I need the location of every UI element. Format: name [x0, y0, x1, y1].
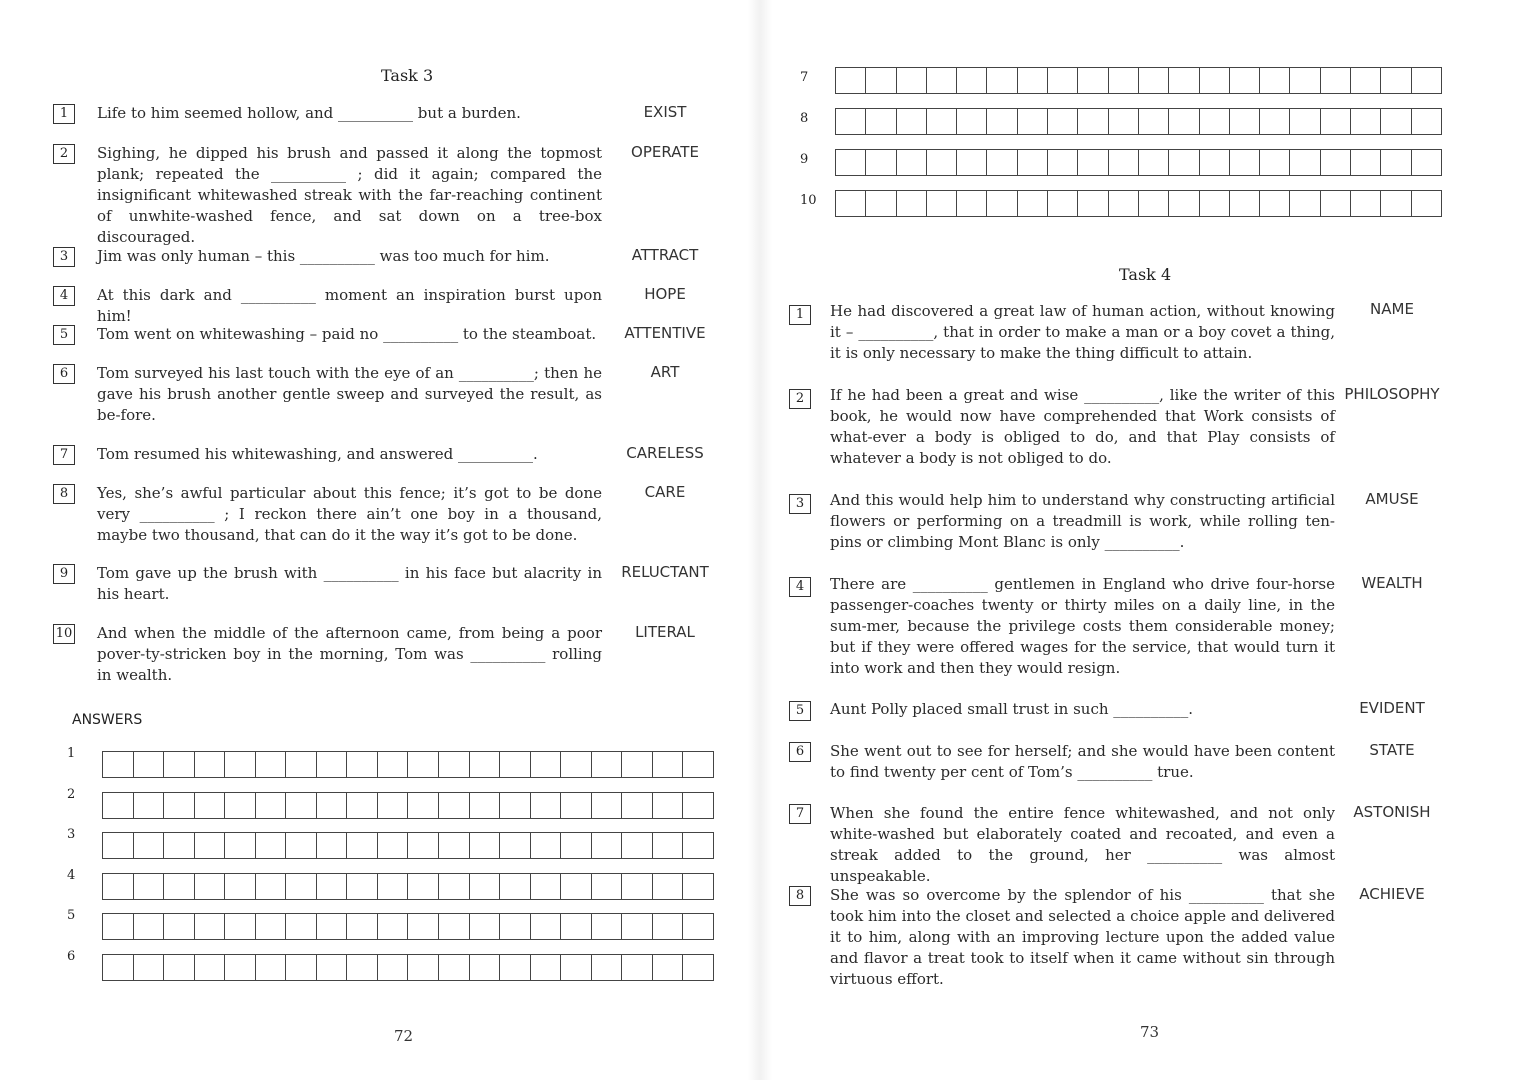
answer-cell[interactable]: [256, 833, 287, 858]
answer-cell[interactable]: [866, 150, 896, 175]
answer-cell[interactable]: [653, 955, 684, 980]
answer-cell[interactable]: [195, 793, 226, 818]
answer-cell[interactable]: [897, 191, 927, 216]
answer-grid: [835, 108, 1442, 135]
item-keyword: CARE: [644, 483, 686, 501]
answer-cell[interactable]: [317, 833, 348, 858]
item-keyword: EVIDENT: [1359, 699, 1425, 717]
answer-cell[interactable]: [378, 833, 409, 858]
answer-cell[interactable]: [347, 955, 378, 980]
answer-cell[interactable]: [1048, 191, 1078, 216]
answer-cell[interactable]: [103, 914, 134, 939]
answer-cell[interactable]: [531, 752, 562, 777]
answer-cell[interactable]: [1018, 109, 1048, 134]
answer-cell[interactable]: [286, 955, 317, 980]
answer-cell[interactable]: [1381, 68, 1411, 93]
answer-cell[interactable]: [134, 914, 165, 939]
answer-cell[interactable]: [500, 955, 531, 980]
answer-cell[interactable]: [622, 833, 653, 858]
answer-cell[interactable]: [1139, 150, 1169, 175]
answer-cell[interactable]: [408, 793, 439, 818]
answer-cell[interactable]: [256, 955, 287, 980]
item-number-box: 2: [789, 389, 811, 409]
answer-row-number: 7: [800, 70, 809, 85]
answer-cell[interactable]: [897, 109, 927, 134]
task-4-title: Task 4: [1119, 265, 1172, 284]
answer-cell[interactable]: [1351, 150, 1381, 175]
answer-cell[interactable]: [561, 955, 592, 980]
item-sentence: Sighing, he dipped his brush and passed it along the topmost plank; repeated the __________ ; did it again; compared the insignificant whitewashed streak with the far-reaching continent of unwhite-washed fence, and sat down on a tree-box discouraged.: [97, 144, 602, 246]
answer-cell[interactable]: [1200, 191, 1230, 216]
item-number-box: 3: [789, 494, 811, 514]
answer-row-number: 9: [800, 152, 809, 167]
answer-cell[interactable]: [1412, 68, 1441, 93]
answer-cell[interactable]: [470, 752, 501, 777]
answer-cell[interactable]: [103, 752, 134, 777]
answer-cell[interactable]: [1260, 68, 1290, 93]
answer-cell[interactable]: [1078, 109, 1108, 134]
answer-cell[interactable]: [439, 752, 470, 777]
answer-cell[interactable]: [1018, 191, 1048, 216]
item-number-box: 4: [789, 577, 811, 597]
answer-cell[interactable]: [927, 150, 957, 175]
answer-cell[interactable]: [987, 68, 1017, 93]
answer-cell[interactable]: [134, 793, 165, 818]
answer-cell[interactable]: [225, 752, 256, 777]
answer-cell[interactable]: [378, 874, 409, 899]
page-number: 72: [394, 1027, 414, 1045]
answer-cell[interactable]: [622, 955, 653, 980]
answer-cell[interactable]: [1260, 150, 1290, 175]
answer-cell[interactable]: [439, 955, 470, 980]
answer-row-number: 4: [67, 867, 76, 883]
answer-cell[interactable]: [195, 752, 226, 777]
answer-cell[interactable]: [347, 833, 378, 858]
item-keyword: ASTONISH: [1353, 803, 1431, 821]
answer-cell[interactable]: [134, 874, 165, 899]
answer-cell[interactable]: [500, 752, 531, 777]
answer-cell[interactable]: [1230, 191, 1260, 216]
answer-cell[interactable]: [317, 752, 348, 777]
answer-cell[interactable]: [1200, 68, 1230, 93]
answer-cell[interactable]: [1351, 109, 1381, 134]
item-sentence: Tom resumed his whitewashing, and answered __________.: [97, 445, 538, 463]
left-page: [0, 0, 760, 1080]
item-number-box: 5: [789, 701, 811, 721]
answer-cell[interactable]: [957, 191, 987, 216]
item-number-box: 4: [53, 286, 75, 306]
answer-cell[interactable]: [134, 955, 165, 980]
answer-cell[interactable]: [103, 793, 134, 818]
answer-cell[interactable]: [683, 793, 713, 818]
item-number-box: 6: [53, 364, 75, 384]
answer-cell[interactable]: [470, 914, 501, 939]
answers-label: ANSWERS: [72, 712, 143, 728]
answer-cell[interactable]: [1018, 150, 1048, 175]
answer-cell[interactable]: [286, 752, 317, 777]
answer-cell[interactable]: [1139, 109, 1169, 134]
answer-cell[interactable]: [439, 793, 470, 818]
answer-cell[interactable]: [225, 914, 256, 939]
answer-cell[interactable]: [1351, 68, 1381, 93]
answer-cell[interactable]: [1381, 109, 1411, 134]
answer-cell[interactable]: [622, 752, 653, 777]
answer-cell[interactable]: [286, 793, 317, 818]
answer-cell[interactable]: [378, 914, 409, 939]
answer-cell[interactable]: [653, 793, 684, 818]
answer-cell[interactable]: [1412, 150, 1441, 175]
answer-cell[interactable]: [225, 833, 256, 858]
answer-cell[interactable]: [256, 752, 287, 777]
answer-cell[interactable]: [470, 793, 501, 818]
answer-cell[interactable]: [317, 955, 348, 980]
item-keyword: ACHIEVE: [1359, 885, 1425, 903]
answer-cell[interactable]: [347, 914, 378, 939]
answer-cell[interactable]: [1230, 150, 1260, 175]
answer-cell[interactable]: [286, 914, 317, 939]
answer-cell[interactable]: [164, 874, 195, 899]
answer-cell[interactable]: [561, 874, 592, 899]
item-keyword: STATE: [1369, 741, 1415, 759]
answer-grid: [835, 190, 1442, 217]
answer-cell[interactable]: [195, 833, 226, 858]
answer-cell[interactable]: [134, 752, 165, 777]
answer-cell[interactable]: [653, 752, 684, 777]
answer-cell[interactable]: [1109, 150, 1139, 175]
answer-cell[interactable]: [592, 914, 623, 939]
answer-cell[interactable]: [164, 752, 195, 777]
answer-cell[interactable]: [439, 874, 470, 899]
answer-cell[interactable]: [622, 914, 653, 939]
answer-cell[interactable]: [1200, 150, 1230, 175]
answer-cell[interactable]: [927, 109, 957, 134]
item-number-box: 1: [53, 104, 75, 124]
item-number-box: 6: [789, 742, 811, 762]
answer-cell[interactable]: [408, 955, 439, 980]
answer-cell[interactable]: [1169, 191, 1199, 216]
answer-cell[interactable]: [195, 914, 226, 939]
answer-row-number: 3: [67, 827, 76, 842]
answer-cell[interactable]: [897, 68, 927, 93]
answer-cell[interactable]: [927, 68, 957, 93]
answer-cell[interactable]: [164, 833, 195, 858]
item-number-box: 7: [53, 445, 75, 465]
answer-cell[interactable]: [103, 955, 134, 980]
answer-cell[interactable]: [957, 68, 987, 93]
answer-cell[interactable]: [1048, 109, 1078, 134]
answer-cell[interactable]: [347, 793, 378, 818]
item-number-box: 8: [789, 886, 811, 906]
answer-cell[interactable]: [317, 914, 348, 939]
answer-cell[interactable]: [592, 955, 623, 980]
answer-cell[interactable]: [164, 955, 195, 980]
item-sentence: Life to him seemed hollow, and __________ but a burden.: [97, 104, 521, 122]
answer-cell[interactable]: [1230, 68, 1260, 93]
item-sentence: And when the middle of the afternoon came, from being a poor pover-ty-stricken boy in the morning, Tom was __________ rolling in wealth.: [97, 624, 602, 684]
answer-cell[interactable]: [103, 833, 134, 858]
answer-cell[interactable]: [531, 955, 562, 980]
answer-cell[interactable]: [592, 793, 623, 818]
answer-cell[interactable]: [317, 793, 348, 818]
answer-cell[interactable]: [531, 833, 562, 858]
answer-cell[interactable]: [195, 874, 226, 899]
answer-cell[interactable]: [987, 191, 1017, 216]
answer-cell[interactable]: [1230, 109, 1260, 134]
answer-cell[interactable]: [653, 914, 684, 939]
answer-cell[interactable]: [256, 793, 287, 818]
item-sentence: Jim was only human – this __________ was too much for him.: [97, 247, 550, 265]
answer-cell[interactable]: [957, 150, 987, 175]
answer-cell[interactable]: [531, 874, 562, 899]
answer-cell[interactable]: [592, 833, 623, 858]
answer-cell[interactable]: [866, 68, 896, 93]
answer-cell[interactable]: [1078, 68, 1108, 93]
item-number-box: 2: [53, 144, 75, 164]
answer-cell[interactable]: [1139, 191, 1169, 216]
answer-row-number: 2: [67, 786, 76, 802]
answer-cell[interactable]: [1321, 68, 1351, 93]
answer-grid: [102, 792, 714, 819]
answer-cell[interactable]: [408, 833, 439, 858]
answer-cell[interactable]: [378, 752, 409, 777]
item-sentence: She was so overcome by the splendor of his __________ that she took him into the closet and selected a choice apple and delivered it to him, along with an improving lecture upon the added value and flavor a treat took to itself when it came without sin through virtuous effort.: [830, 886, 1335, 988]
item-keyword: EXIST: [643, 103, 687, 121]
answer-cell[interactable]: [256, 874, 287, 899]
answer-row-number: 10: [800, 193, 817, 208]
answer-cell[interactable]: [866, 191, 896, 216]
item-sentence: There are __________ gentlemen in England who drive four-horse passenger-coaches twenty or thirty miles on a daily line, in the sum-mer, because the privilege costs them considerable money; but if they were offered wages for the service, that would turn it into work and then they would resign.: [830, 575, 1335, 677]
answer-cell[interactable]: [500, 793, 531, 818]
answer-cell[interactable]: [225, 955, 256, 980]
answer-cell[interactable]: [408, 914, 439, 939]
answer-cell[interactable]: [470, 833, 501, 858]
answer-cell[interactable]: [927, 191, 957, 216]
answer-cell[interactable]: [378, 955, 409, 980]
answer-cell[interactable]: [561, 833, 592, 858]
answer-cell[interactable]: [347, 874, 378, 899]
answer-row-number: 1: [67, 746, 76, 761]
answer-cell[interactable]: [1109, 191, 1139, 216]
answer-cell[interactable]: [561, 914, 592, 939]
answer-cell[interactable]: [836, 109, 866, 134]
answer-cell[interactable]: [683, 833, 713, 858]
answer-cell[interactable]: [1290, 109, 1320, 134]
answer-cell[interactable]: [1048, 68, 1078, 93]
item-sentence: She went out to see for herself; and she would have been content to find twenty per cent of Tom’s __________ true.: [830, 742, 1335, 781]
answer-cell[interactable]: [1200, 109, 1230, 134]
item-number-box: 10: [53, 624, 75, 644]
answer-cell[interactable]: [1139, 68, 1169, 93]
answer-cell[interactable]: [1109, 109, 1139, 134]
answer-cell[interactable]: [256, 914, 287, 939]
answer-cell[interactable]: [836, 150, 866, 175]
item-sentence: If he had been a great and wise __________, like the writer of this book, he would now have comprehended that Work consists of what-ever a body is obliged to do, and that Play consists of whatever a body is not obliged to do.: [830, 386, 1335, 467]
answer-cell[interactable]: [1412, 191, 1441, 216]
task-3-title: Task 3: [381, 66, 434, 85]
answer-cell[interactable]: [164, 914, 195, 939]
item-keyword: AMUSE: [1365, 490, 1419, 508]
answer-cell[interactable]: [531, 793, 562, 818]
answer-cell[interactable]: [103, 874, 134, 899]
answer-cell[interactable]: [1321, 191, 1351, 216]
answer-cell[interactable]: [592, 752, 623, 777]
answer-cell[interactable]: [653, 874, 684, 899]
item-number-box: 1: [789, 305, 811, 325]
answer-cell[interactable]: [653, 833, 684, 858]
answer-cell[interactable]: [1260, 109, 1290, 134]
answer-cell[interactable]: [1290, 68, 1320, 93]
answer-cell[interactable]: [286, 874, 317, 899]
answer-cell[interactable]: [378, 793, 409, 818]
item-sentence: Tom gave up the brush with __________ in his face but alacrity in his heart.: [97, 564, 602, 603]
answer-cell[interactable]: [1290, 150, 1320, 175]
answer-cell[interactable]: [439, 833, 470, 858]
item-sentence: Yes, she’s awful particular about this fence; it’s got to be done very __________ ; I reckon there ain’t one boy in a thousand, maybe two thousand, that can do it the way it’s got to be done.: [97, 484, 602, 544]
answer-cell[interactable]: [987, 109, 1017, 134]
answer-grid: [102, 873, 714, 900]
answer-cell[interactable]: [439, 914, 470, 939]
answer-cell[interactable]: [1169, 109, 1199, 134]
answer-cell[interactable]: [622, 793, 653, 818]
answer-cell[interactable]: [470, 874, 501, 899]
right-page: [760, 0, 1523, 1080]
answer-cell[interactable]: [1018, 68, 1048, 93]
answer-cell[interactable]: [225, 793, 256, 818]
answer-cell[interactable]: [957, 109, 987, 134]
item-keyword: ART: [650, 363, 680, 381]
item-sentence: He had discovered a great law of human action, without knowing it – __________, that in order to make a man or a boy covet a thing, it is only necessary to make the thing difficult to attain.: [830, 302, 1335, 362]
answer-cell[interactable]: [683, 955, 713, 980]
answer-grid: [102, 913, 714, 940]
item-keyword: WEALTH: [1361, 574, 1423, 592]
answer-cell[interactable]: [134, 833, 165, 858]
item-keyword: NAME: [1370, 300, 1414, 318]
answer-cell[interactable]: [561, 793, 592, 818]
answer-cell[interactable]: [500, 833, 531, 858]
item-number-box: 3: [53, 247, 75, 267]
answer-cell[interactable]: [1109, 68, 1139, 93]
item-number-box: 5: [53, 325, 75, 345]
answer-cell[interactable]: [897, 150, 927, 175]
answer-cell[interactable]: [836, 68, 866, 93]
item-sentence: Tom surveyed his last touch with the eye of an __________; then he gave his brush another gentle sweep and surveyed the result, as be-fore.: [97, 364, 602, 424]
answer-cell[interactable]: [408, 752, 439, 777]
answer-cell[interactable]: [1381, 191, 1411, 216]
answer-cell[interactable]: [561, 752, 592, 777]
page-number: 73: [1140, 1023, 1160, 1041]
answer-cell[interactable]: [622, 874, 653, 899]
answer-cell[interactable]: [531, 914, 562, 939]
answer-cell[interactable]: [470, 955, 501, 980]
answer-cell[interactable]: [347, 752, 378, 777]
item-keyword: ATTRACT: [631, 246, 699, 264]
answer-cell[interactable]: [987, 150, 1017, 175]
item-keyword: LITERAL: [635, 623, 695, 641]
answer-cell[interactable]: [1321, 109, 1351, 134]
answer-cell[interactable]: [836, 191, 866, 216]
answer-cell[interactable]: [1260, 191, 1290, 216]
item-sentence: Tom went on whitewashing – paid no __________ to the steamboat.: [97, 325, 597, 343]
answer-cell[interactable]: [1412, 109, 1441, 134]
answer-cell[interactable]: [1290, 191, 1320, 216]
answer-row-number: 8: [800, 111, 809, 126]
item-number-box: 7: [789, 804, 811, 824]
answer-row-number: 5: [67, 908, 76, 923]
answer-cell[interactable]: [500, 914, 531, 939]
item-keyword: CARELESS: [626, 444, 704, 462]
answer-cell[interactable]: [683, 914, 713, 939]
item-number-box: 9: [53, 564, 75, 584]
answer-grid: [102, 751, 714, 778]
answer-cell[interactable]: [1169, 150, 1199, 175]
item-keyword: OPERATE: [631, 143, 699, 161]
answer-cell[interactable]: [286, 833, 317, 858]
answer-cell[interactable]: [1321, 150, 1351, 175]
answer-cell[interactable]: [1169, 68, 1199, 93]
answer-cell[interactable]: [866, 109, 896, 134]
item-sentence: At this dark and __________ moment an inspiration burst upon him!: [97, 286, 602, 325]
answer-grid: [835, 67, 1442, 94]
answer-cell[interactable]: [1078, 150, 1108, 175]
item-keyword: RELUCTANT: [621, 563, 709, 581]
answer-grid: [102, 832, 714, 859]
answer-cell[interactable]: [1048, 150, 1078, 175]
item-sentence: And this would help him to understand why constructing artificial flowers or performing on a treadmill is work, while rolling ten-pins or climbing Mont Blanc is only __________.: [830, 491, 1335, 551]
answer-cell[interactable]: [164, 793, 195, 818]
answer-cell[interactable]: [408, 874, 439, 899]
answer-row-number: 6: [67, 948, 76, 964]
answer-cell[interactable]: [1078, 191, 1108, 216]
item-sentence: Aunt Polly placed small trust in such __________.: [830, 700, 1194, 718]
answer-cell[interactable]: [683, 752, 713, 777]
answer-grid: [102, 954, 714, 981]
answer-cell[interactable]: [1351, 191, 1381, 216]
answer-cell[interactable]: [225, 874, 256, 899]
item-keyword: HOPE: [644, 285, 686, 303]
answer-cell[interactable]: [683, 874, 713, 899]
answer-cell[interactable]: [1381, 150, 1411, 175]
answer-cell[interactable]: [195, 955, 226, 980]
item-sentence: When she found the entire fence whitewashed, and not only white-washed but elaborately coated and recoated, and even a streak added to the ground, her __________ was almost unspeakable.: [830, 804, 1335, 885]
answer-cell[interactable]: [592, 874, 623, 899]
item-keyword: ATTENTIVE: [624, 324, 706, 342]
answer-grid: [835, 149, 1442, 176]
item-keyword: PHILOSOPHY: [1344, 385, 1440, 403]
item-number-box: 8: [53, 484, 75, 504]
answer-cell[interactable]: [317, 874, 348, 899]
answer-cell[interactable]: [500, 874, 531, 899]
